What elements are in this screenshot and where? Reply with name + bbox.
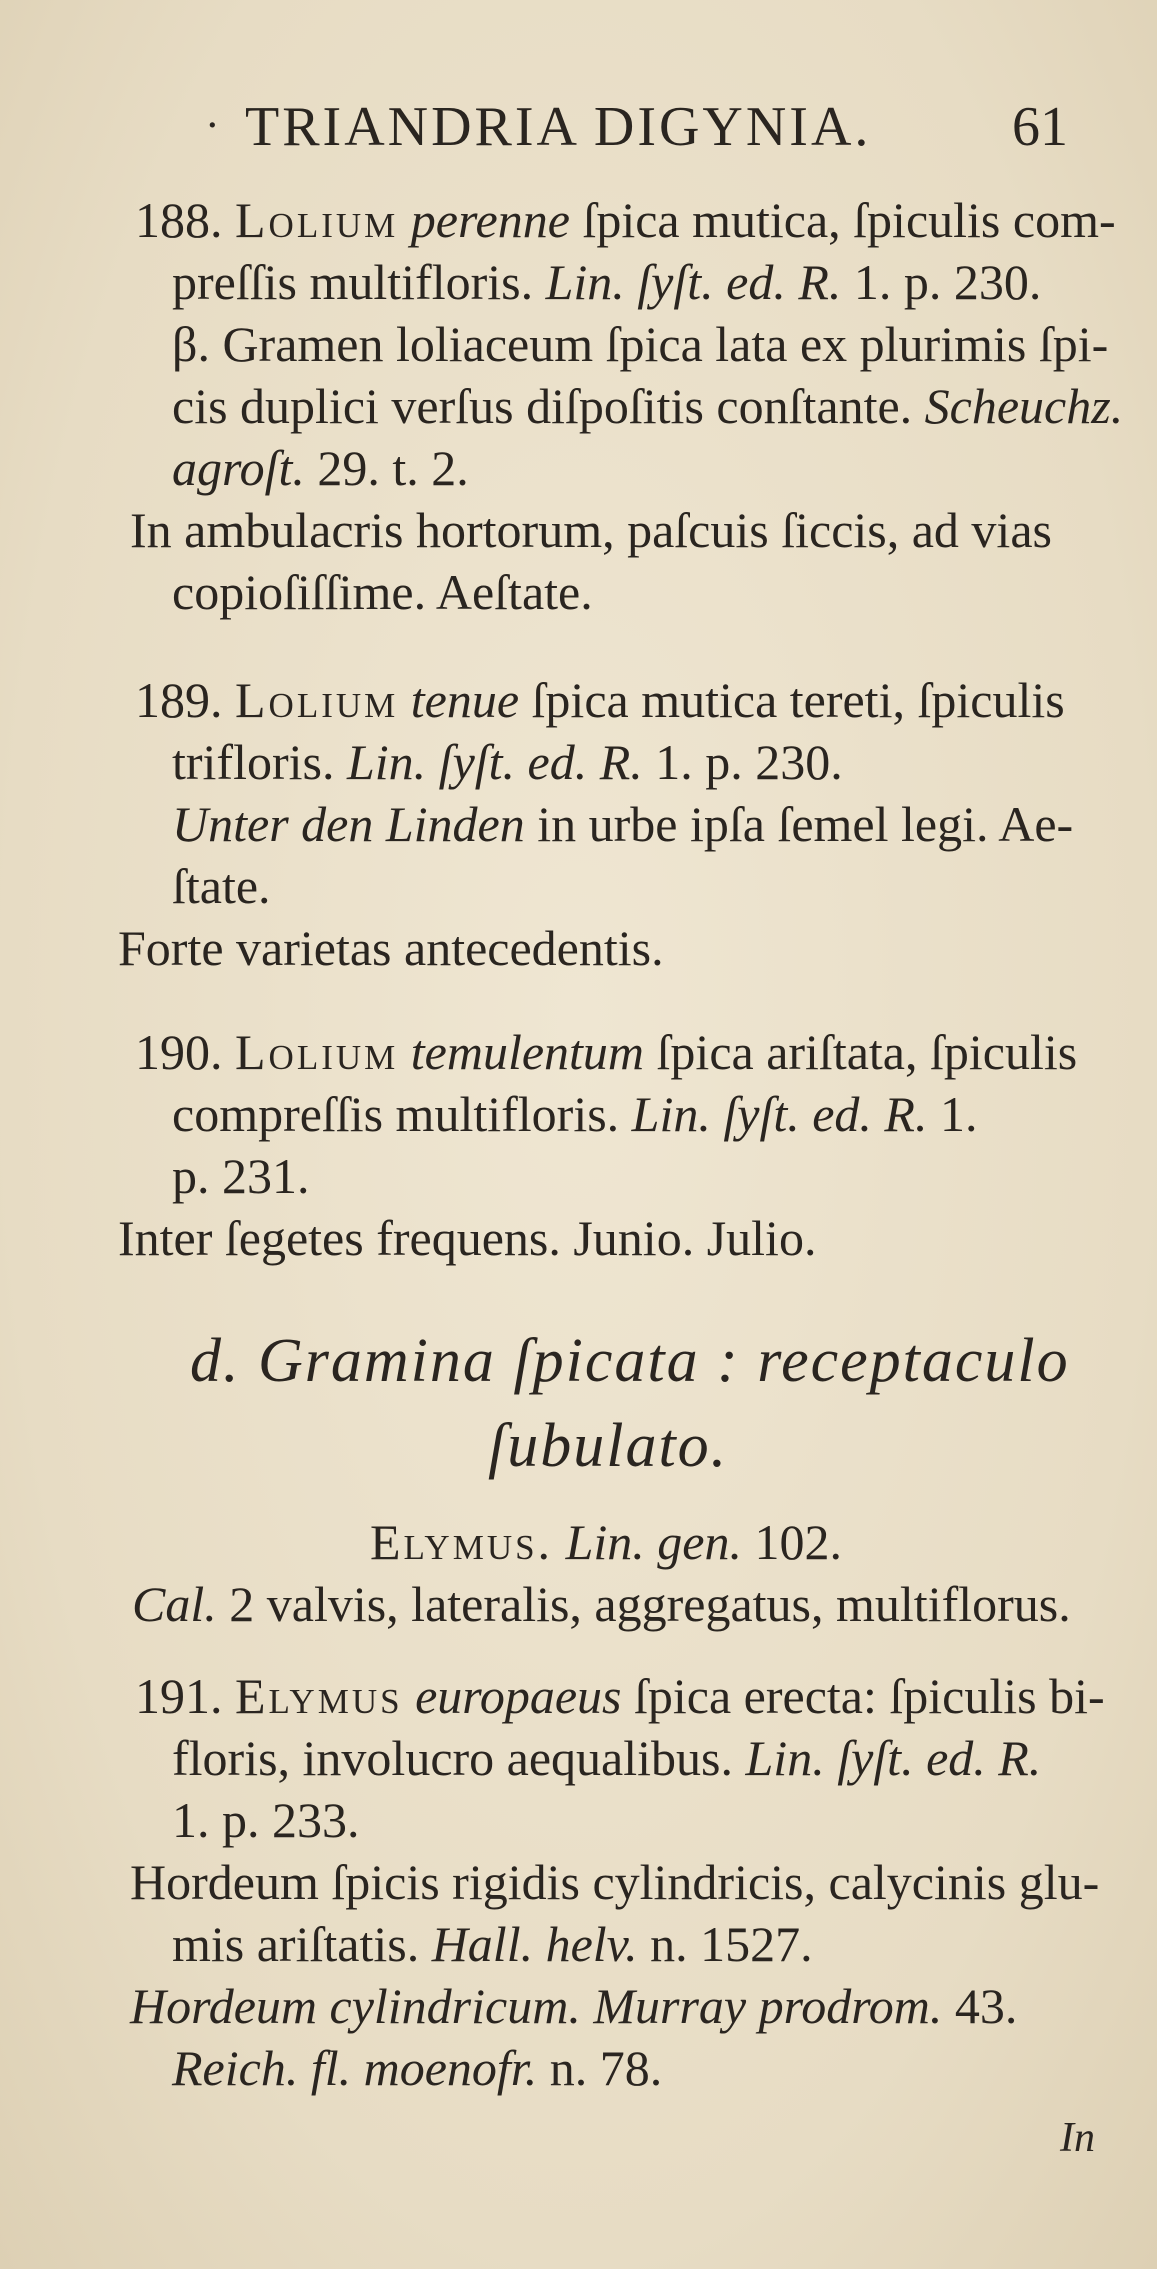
- entry-191-line-1: 191. Elymus europaeus ſpica erecta: ſpiculis bi-: [135, 1668, 1105, 1724]
- entry-190-line-3: p. 231.: [172, 1148, 310, 1204]
- calyx-line: Cal. 2 valvis, lateralis, aggregatus, multiflorus.: [132, 1576, 1071, 1632]
- entry-188-line-7: copioſiſſime. Aeſtate.: [172, 564, 593, 620]
- entry-188-line-6: In ambulacris hortorum, paſcuis ſiccis, ad vias: [130, 502, 1052, 558]
- entry-189-line-2: trifloris. Lin. ſyſt. ed. R. 1. p. 230.: [172, 734, 843, 790]
- entry-189-line-3: Unter den Linden in urbe ipſa ſemel legi. Ae-: [172, 796, 1074, 852]
- entry-191-line-7: Reich. fl. moenofr. n. 78.: [172, 2040, 663, 2096]
- entry-188-line-2: preſſis multifloris. Lin. ſyſt. ed. R. 1. p. 230.: [172, 254, 1042, 310]
- genus-line: Elymus. Lin. gen. 102.: [370, 1514, 842, 1570]
- entry-190-line-1: 190. Lolium temulentum ſpica ariſtata, ſpiculis: [135, 1024, 1078, 1080]
- entry-188-line-5: agroſt. 29. t. 2.: [172, 440, 469, 496]
- entry-189-line-5: Forte varietas antecedentis.: [118, 920, 664, 976]
- section-heading-line-2: ſubulato.: [488, 1412, 729, 1480]
- entry-188-line-1: 188. Lolium perenne ſpica mutica, ſpiculis com-: [135, 192, 1116, 248]
- catchword: In: [1060, 2115, 1095, 2161]
- entry-189-line-4: ſtate.: [172, 858, 271, 914]
- header-dot: ·: [206, 103, 219, 149]
- page-header: [0, 95, 1157, 165]
- entry-191-line-5: mis ariſtatis. Hall. helv. n. 1527.: [172, 1916, 813, 1972]
- entry-191-line-6: Hordeum cylindricum. Murray prodrom. 43.: [130, 1978, 1018, 2034]
- entry-191-line-2: floris, involucro aequalibus. Lin. ſyſt. ed. R.: [172, 1730, 1042, 1786]
- running-title: TRIANDRIA DIGYNIA.: [245, 96, 872, 158]
- entry-190-line-2: compreſſis multifloris. Lin. ſyſt. ed. R. 1.: [172, 1086, 978, 1142]
- entry-191-line-3: 1. p. 233.: [172, 1792, 360, 1848]
- entry-191-line-4: Hordeum ſpicis rigidis cylindricis, calycinis glu-: [130, 1854, 1100, 1910]
- entry-189-line-1: 189. Lolium tenue ſpica mutica tereti, ſpiculis: [135, 672, 1065, 728]
- section-heading-line-1: d. Gramina ſpicata : receptaculo: [190, 1327, 1070, 1395]
- page-number: 61: [1012, 96, 1068, 158]
- entry-188-line-4: cis duplici verſus diſpoſitis conſtante. Scheuchz.: [172, 378, 1124, 434]
- entry-190-line-4: Inter ſegetes frequens. Junio. Julio.: [118, 1210, 817, 1266]
- entry-188-line-3: β. Gramen loliaceum ſpica lata ex plurimis ſpi-: [172, 316, 1109, 372]
